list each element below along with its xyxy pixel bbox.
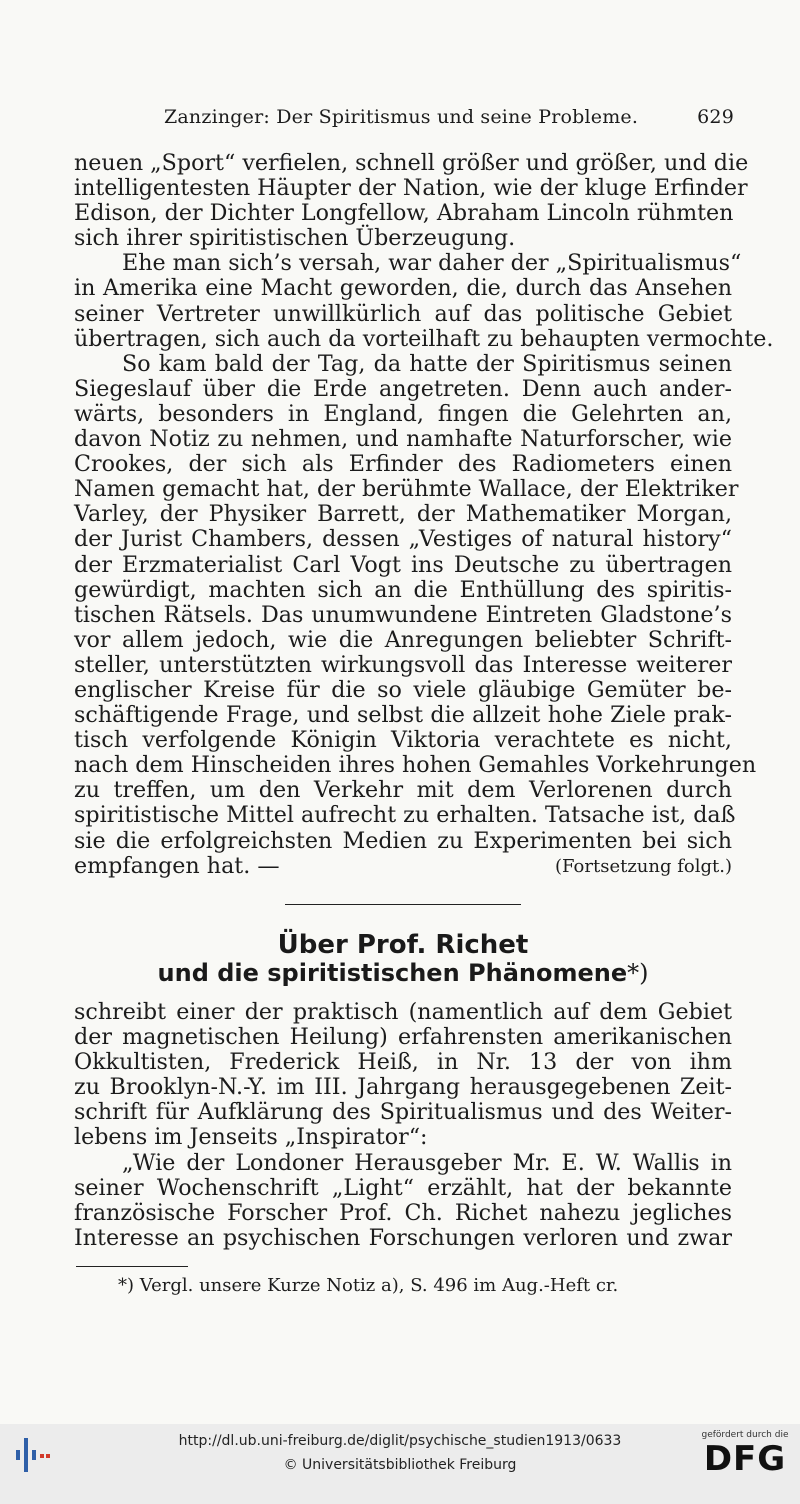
article-heading-line-1: Über Prof. Richet	[277, 930, 529, 960]
text-line: wärts, besonders in England, fingen die Gelehrten an,	[74, 400, 732, 427]
text-line: Okkultisten, Frederick Heiß, in Nr. 13 der von ihm	[74, 1049, 732, 1076]
running-head-title: Zanzinger: Der Spiritismus und seine Probleme.	[164, 106, 639, 128]
text-line: Edison, der Dichter Longfellow, Abraham Lincoln rühmten	[74, 200, 734, 227]
text-line: tisch verfolgende Königin Viktoria verachtete es nicht,	[74, 727, 732, 754]
text-line: intelligentesten Häupter der Nation, wie der kluge Erfinder	[74, 175, 748, 202]
text-line: Varley, der Physiker Barrett, der Mathematiker Morgan,	[74, 501, 732, 528]
closing-text: empfangen hat. —	[74, 852, 280, 879]
text-line: nach dem Hinscheiden ihres hohen Gemahles Vorkehrungen	[74, 752, 757, 779]
text-line: französische Forscher Prof. Ch. Richet nahezu jegliches	[74, 1199, 732, 1226]
text-line: sich ihrer spiritistischen Überzeugung.	[74, 225, 516, 252]
text-line: der magnetischen Heilung) erfahrensten amerikanischen	[74, 1024, 732, 1051]
text-line: Siegeslauf über die Erde angetreten. Denn auch ander-	[74, 375, 732, 402]
heading-text: und die spiritistischen Phänomene	[157, 959, 628, 987]
text-line: seiner Wochenschrift „Light“ erzählt, hat der bekannte	[74, 1174, 732, 1201]
copyright-notice: © Universitätsbibliothek Freiburg	[283, 1457, 517, 1473]
permalink-url[interactable]: http://dl.ub.uni-freiburg.de/diglit/psychische_studien1913/0633	[178, 1433, 622, 1449]
section-divider	[285, 904, 521, 905]
text-line: Interesse an psychischen Forschungen verloren und zwar	[74, 1224, 732, 1251]
text-line: der Erzmaterialist Carl Vogt ins Deutsche zu übertragen	[74, 551, 732, 578]
text-line: übertragen, sich auch da vorteilhaft zu behaupten vermochte.	[74, 325, 774, 352]
text-line: tischen Rätsels. Das unumwundene Eintreten Gladstone’s	[74, 601, 732, 628]
text-line: „Wie der Londoner Herausgeber Mr. E. W. Wallis in	[122, 1149, 732, 1176]
text-line: schäftigende Frage, und selbst die allzeit hohe Ziele prak-	[74, 702, 732, 729]
text-line: spiritistische Mittel aufrecht zu erhalten. Tatsache ist, daß	[74, 802, 736, 829]
body-text-block-1	[74, 150, 774, 879]
footnote-divider	[76, 1266, 188, 1267]
text-line: lebens im Jenseits „Inspirator“:	[74, 1124, 428, 1151]
dfg-logo-icon	[698, 1430, 792, 1488]
footnote: *) Vergl. unsere Kurze Notiz a), S. 496 im Aug.-Heft cr.	[118, 1275, 619, 1296]
text-line-last	[74, 854, 732, 879]
funder-logo-text: DFG	[703, 1439, 787, 1479]
text-line: Namen gemacht hat, der berühmte Wallace, der Elektriker	[74, 476, 739, 503]
page-number: 629	[697, 106, 734, 128]
article-heading-line-2	[74, 958, 732, 988]
body-text-block-2	[74, 1000, 732, 1251]
text-line: schrift für Aufklärung des Spiritualismus und des Weiter-	[74, 1099, 732, 1126]
text-line: sie die erfolgreichsten Medien zu Experimenten bei sich	[74, 827, 732, 854]
text-line: davon Notiz zu nehmen, und namhafte Naturforscher, wie	[74, 426, 732, 453]
footnote-mark: *)	[627, 959, 649, 987]
text-line: englischer Kreise für die so viele gläubige Gemüter be-	[74, 676, 732, 703]
text-line: seiner Vertreter unwillkürlich auf das politische Gebiet	[74, 300, 732, 327]
text-line: So kam bald der Tag, da hatte der Spiritismus seinen	[122, 350, 732, 377]
text-line: schreibt einer der praktisch (namentlich auf dem Gebiet	[74, 999, 732, 1025]
text-line: Ehe man sich’s versah, war daher der „Spiritualismus“	[122, 250, 742, 277]
text-line: zu treffen, um den Verkehr mit dem Verlorenen durch	[74, 777, 732, 804]
text-line: in Amerika eine Macht geworden, die, durch das Ansehen	[74, 275, 732, 302]
funder-caption: gefördert durch die	[701, 1430, 789, 1440]
text-line: gewürdigt, machten sich an die Enthüllung des spiritis-	[74, 576, 732, 603]
text-line: zu Brooklyn-N.-Y. im III. Jahrgang herausgegebenen Zeit-	[74, 1074, 732, 1101]
text-line: der Jurist Chambers, dessen „Vestiges of natural history“	[74, 526, 732, 553]
text-line: vor allem jedoch, wie die Anregungen beliebter Schrift-	[74, 626, 732, 653]
text-line: Crookes, der sich als Erfinder des Radiometers einen	[74, 451, 732, 478]
viewer-footer	[0, 1424, 800, 1504]
continuation-note: (Fortsetzung folgt.)	[555, 855, 732, 877]
text-line: steller, unterstützten wirkungsvoll das Interesse weiterer	[74, 651, 732, 678]
text-line: neuen „Sport“ verfielen, schnell größer und größer, und die	[74, 150, 749, 176]
